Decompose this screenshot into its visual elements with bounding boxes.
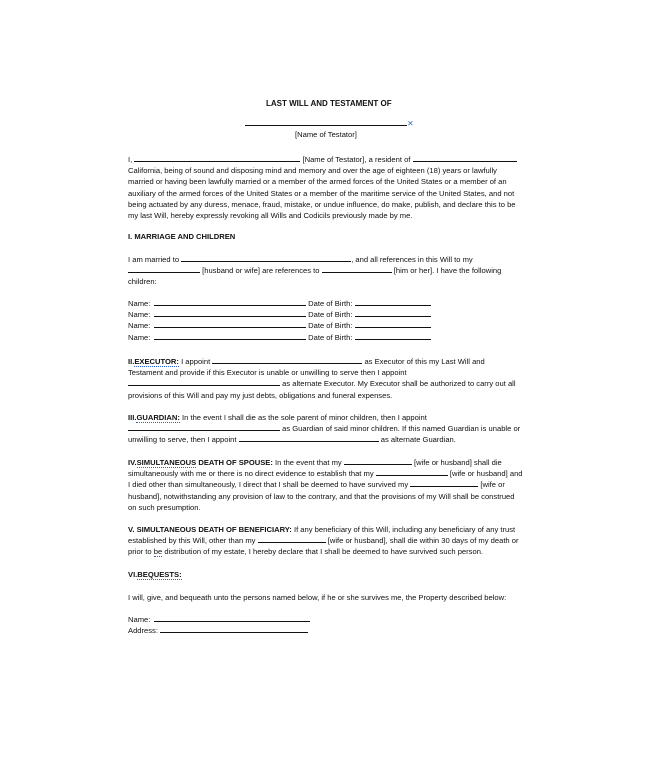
appoint-text: I appoint [181,357,211,366]
child-dob-field[interactable] [355,320,431,328]
spouse-reference-field[interactable] [322,265,392,273]
references-text: [husband or wife] are references to [202,266,320,276]
beneficiary-text-5: be [153,547,163,557]
child-name-label: Name: [128,299,151,308]
beneficiary-text-6: distribution of my estate, I hereby declare that I shall be deemed to have survived such person. [164,547,484,557]
executor-field[interactable] [212,356,362,364]
guardian-text-3: unwilling to serve, then I appoint [128,435,237,445]
section-4 [128,457,523,513]
spouse-field-2[interactable] [376,468,448,476]
bequest-address-label: Address: [128,626,158,636]
section-6-heading-row [128,569,182,580]
child-name-field[interactable] [154,309,306,317]
intro-text-6: my last Will, hereby expressly revoking all Wills and Codicils previously made by me. [128,211,413,221]
section-1-heading: I. MARRIAGE AND CHILDREN [128,232,236,241]
section-2-number: II. [128,357,135,366]
husband-wife-field[interactable] [128,265,200,273]
bequest-name-label: Name: [128,615,151,624]
child-row [128,320,431,331]
section-6-heading: BEQUESTS: [137,570,182,579]
spouse-death-text-5: I died other than simultaneously, I direct that I shall be deemed to have survived my [128,480,409,490]
spouse-death-text-2: [wife or husband] shall die [413,458,502,467]
section-2-heading: EXECUTOR: [134,357,179,366]
beneficiary-text-2: established by this Will, other than my [128,536,256,546]
spouse-death-text-6: [wife or [480,480,505,490]
children-label: children: [128,277,157,287]
executor-text-4: provisions of this Will and pay my just debts, obligations and funeral expenses. [128,390,393,400]
alternate-guardian-field[interactable] [239,434,379,442]
section-5-heading: V. SIMULTANEOUS DEATH OF BENEFICIARY: [128,525,292,534]
child-row [128,332,431,343]
section-3-number: III. [128,413,137,422]
bequest-text: I will, give, and bequeath unto the persons named below, if he or she survives me, the Property described below: [128,593,507,602]
intro-i: I, [128,155,133,164]
document-title: LAST WILL AND TESTAMENT OF [266,99,392,108]
spouse-death-text-3: simultaneously with me or there is no direct evidence to establish that my [128,469,374,479]
spouse-name-field[interactable] [181,254,351,262]
married-text: , and all references in this Will to my [351,255,473,264]
child-dob-label: Date of Birth: [308,310,353,320]
bequest-address-field[interactable] [160,625,308,633]
married-label: I am married to [128,255,180,264]
child-name-field[interactable] [154,298,306,306]
spouse-death-text-8: on such presumption. [128,502,201,512]
intro-text-4: auxiliary of the armed forces of the United States or a member of the maritime service of the United States, and not [128,188,515,198]
executor-text-2: Testament and provide if this Executor is unable or unwilling to serve then I appoint [128,368,407,378]
beneficiary-text-1: If any beneficiary of this Will, including any beneficiary of any trust [293,525,516,534]
children-list [128,298,431,343]
intro-text-5: being actuated by any duress, menace, fraud, mistake, or undue influence, do make, publish, and declare this to be [128,199,516,209]
beneficiary-spouse-field[interactable] [258,535,326,543]
section-4-heading-b: DEATH OF SPOUSE: [198,458,273,467]
spouse-death-text-1: In the event that my [275,458,342,467]
child-row [128,298,431,309]
beneficiary-text-4: prior to [128,547,152,557]
child-dob-label: Date of Birth: [308,321,353,331]
child-name-label: Name: [128,310,151,320]
section-2 [128,356,516,401]
child-dob-label: Date of Birth: [308,332,353,342]
executor-text: as Executor of this my Last Will and [364,357,485,366]
bequest-name-field[interactable] [154,614,310,622]
guardian-field[interactable] [128,423,280,431]
guardian-text-4: as alternate Guardian. [380,435,456,445]
section-3-heading: GUARDIAN: [136,413,180,422]
testator-name-line[interactable] [245,118,414,129]
child-name-field[interactable] [154,320,306,328]
child-dob-field[interactable] [355,298,431,306]
spouse-field-1[interactable] [344,457,412,465]
residence-field[interactable] [413,154,517,162]
alternate-executor-field[interactable] [128,378,280,386]
name-caption: [Name of Testator] [295,130,357,139]
executor-text-3: as alternate Executor. My Executor shall be authorized to carry out all [282,379,516,389]
spouse-death-text-7: husband], notwithstanding any provision of law to the contrary, and that the provisions of my Will shall be construed [128,491,515,501]
child-dob-field[interactable] [355,332,431,340]
section-3 [128,412,520,446]
intro-paragraph [128,154,517,221]
pronoun-text: [him or her]. I have the following [393,266,502,276]
child-name-label: Name: [128,321,151,331]
child-dob-label: Date of Birth: [308,299,353,308]
section-1-body [128,254,501,288]
field-marker-icon: ⨯ [407,119,414,128]
testator-name-field[interactable] [134,154,300,162]
bequest-fields [128,614,310,636]
intro-text-3: married or having been lawfully married or a member of the armed forces of the United States or a member of an [128,177,507,187]
section-4-number: IV. [128,458,137,467]
child-name-label: Name: [128,332,151,342]
spouse-death-text-4: [wife or husband] and [449,469,523,479]
intro-text-2: California, being of sound and disposing mind and memory and over the age of eighteen (18) years or lawfully [128,166,497,176]
child-name-field[interactable] [154,332,306,340]
child-row [128,309,431,320]
section-6-number: VI. [128,570,138,579]
spouse-field-3[interactable] [410,479,478,487]
beneficiary-text-3: [wife or husband], shall die within 30 days of my death or [327,536,519,546]
intro-text-1: [Name of Testator], a resident of [302,155,411,164]
guardian-text-1: In the event I shall die as the sole parent of minor children, then I appoint [182,413,427,422]
guardian-text-2: as Guardian of said minor children. If this named Guardian is unable or [282,424,521,434]
section-4-heading-a: SIMULTANEOUS [136,458,197,467]
child-dob-field[interactable] [355,309,431,317]
section-5 [128,524,519,558]
